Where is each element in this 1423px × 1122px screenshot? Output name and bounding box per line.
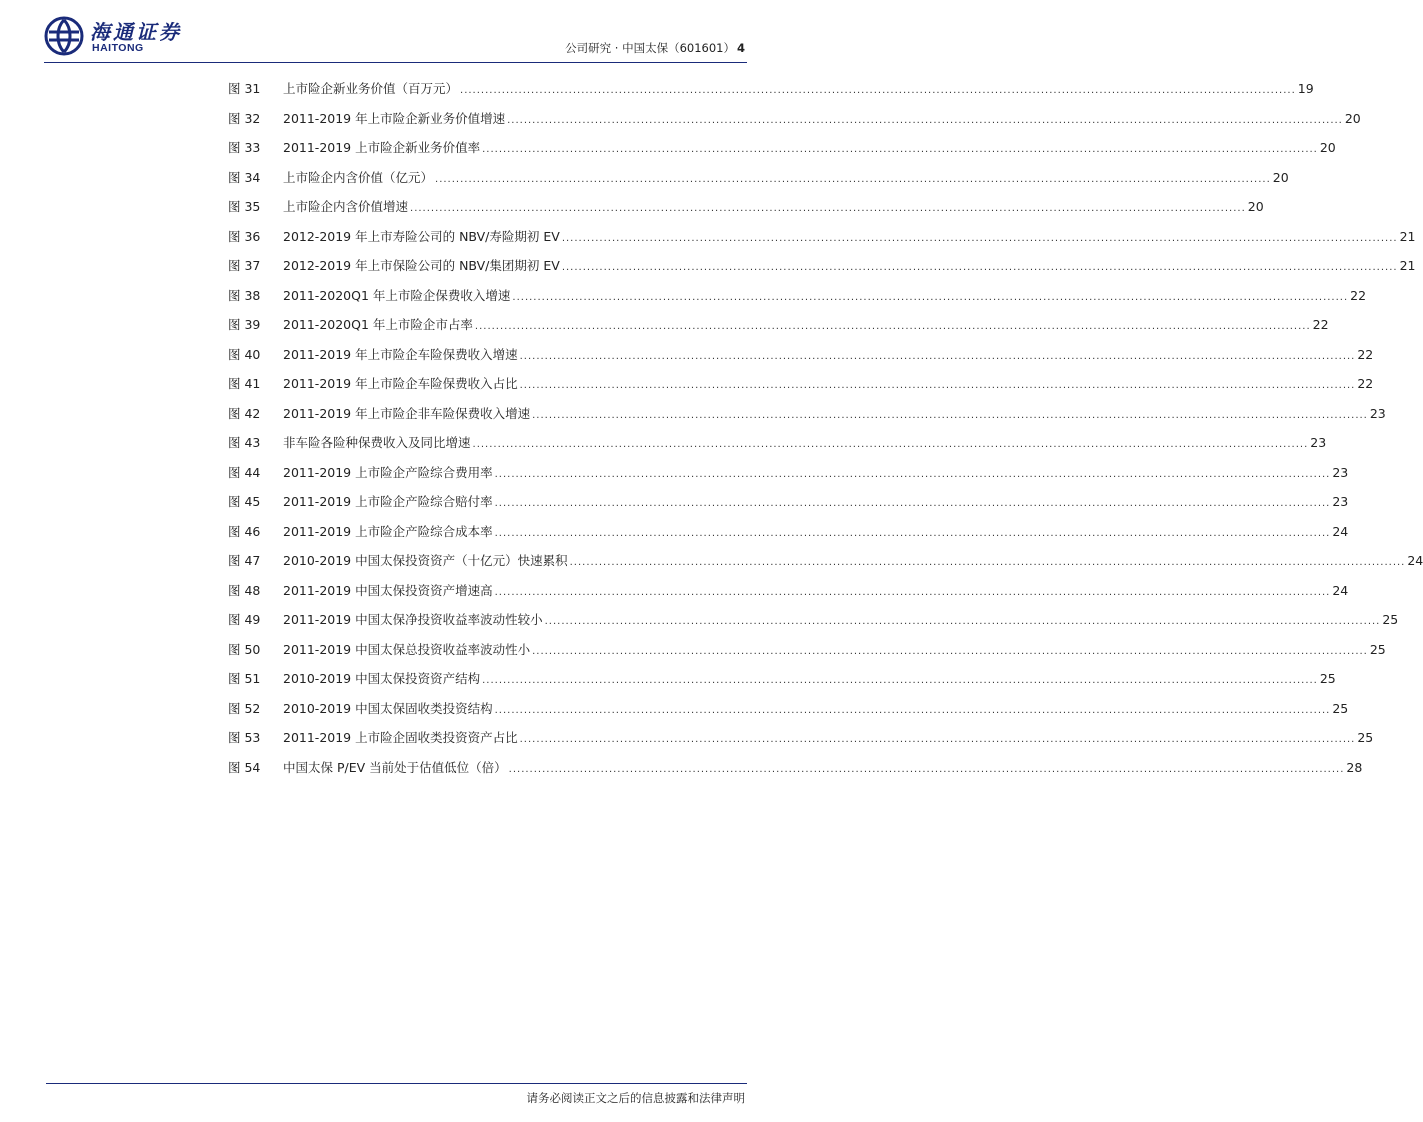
toc-figure-number: 图 44 — [228, 464, 261, 480]
toc-figure-title: 2011-2019 年上市险企非车险保费收入增速 — [283, 405, 531, 421]
toc-entry[interactable] — [228, 109, 1361, 139]
toc-entry[interactable] — [228, 197, 1264, 227]
toc-entry[interactable] — [228, 227, 1416, 257]
toc-entry[interactable] — [228, 315, 1329, 345]
toc-page-number: 20 — [1319, 140, 1336, 155]
toc-figure-title: 上市险企内含价值（亿元） — [283, 169, 434, 185]
toc-figure-title: 上市险企内含价值增速 — [283, 199, 409, 214]
toc-figure-title: 2011-2019 年上市险企车险保费收入占比 — [283, 376, 518, 391]
toc-leader-dots: ........................................................................................................................................................................................................ — [482, 675, 1318, 686]
toc-leader-dots: ........................................................................................................................................................................................................ — [410, 203, 1246, 214]
toc-figure-number: 图 47 — [228, 553, 261, 568]
toc-figure-title: 2010-2019 中国太保投资资产结构 — [283, 671, 481, 686]
toc-entry[interactable] — [228, 463, 1349, 493]
toc-entry[interactable] — [228, 581, 1349, 611]
toc-page-number: 19 — [1297, 81, 1314, 96]
toc-figure-title: 2011-2020Q1 年上市险企市占率 — [283, 317, 473, 332]
toc-leader-dots: ........................................................................................................................................................................................................ — [460, 85, 1296, 96]
toc-page-number: 21 — [1399, 258, 1416, 273]
toc-page-number: 20 — [1344, 110, 1361, 126]
toc-page-number: 20 — [1272, 169, 1289, 185]
toc-entry[interactable] — [228, 433, 1327, 463]
logo-chinese-name: 海通证券 — [90, 20, 182, 44]
toc-entry[interactable] — [228, 138, 1336, 168]
toc-figure-title: 2011-2020Q1 年上市险企保费收入增速 — [283, 287, 511, 303]
toc-figure-number: 图 52 — [228, 700, 261, 716]
toc-figure-number: 图 35 — [228, 199, 261, 214]
toc-leader-dots: ........................................................................................................................................................................................................ — [519, 380, 1356, 391]
toc-leader-dots: ........................................................................................................................................................................................................ — [494, 704, 1331, 716]
toc-figure-title: 2010-2019 中国太保固收类投资结构 — [283, 700, 493, 716]
toc-figure-number: 图 32 — [228, 110, 261, 126]
toc-figure-number: 图 37 — [228, 258, 261, 273]
toc-figure-title: 中国太保 P/EV 当前处于估值低位（倍） — [283, 759, 507, 775]
toc-figure-number: 图 39 — [228, 317, 261, 332]
toc-leader-dots: ........................................................................................................................................................................................................ — [508, 763, 1345, 775]
toc-entry[interactable] — [228, 256, 1416, 286]
toc-entry[interactable] — [228, 640, 1386, 670]
toc-leader-dots: ........................................................................................................................................................................................................ — [532, 409, 1368, 421]
toc-page-number: 22 — [1357, 376, 1374, 391]
toc-page-number: 25 — [1319, 671, 1336, 686]
toc-entry[interactable] — [228, 79, 1314, 109]
toc-entry[interactable] — [228, 286, 1367, 316]
logo-english-name: HAITONG — [92, 42, 144, 54]
toc-entry[interactable] — [228, 404, 1386, 434]
report-header — [565, 40, 745, 56]
toc-leader-dots: ........................................................................................................................................................................................................ — [507, 114, 1343, 126]
toc-entry[interactable] — [228, 374, 1374, 404]
company-logo — [44, 14, 204, 60]
toc-figure-number: 图 45 — [228, 494, 261, 509]
toc-leader-dots: ........................................................................................................................................................................................................ — [532, 645, 1368, 657]
report-title: 公司研究 · 中国太保（601601） — [565, 41, 735, 55]
toc-page-number: 25 — [1382, 612, 1399, 627]
toc-figure-number: 图 31 — [228, 81, 261, 96]
toc-leader-dots: ........................................................................................................................................................................................................ — [435, 173, 1271, 185]
toc-entry[interactable] — [228, 728, 1374, 758]
toc-entry[interactable] — [228, 699, 1349, 729]
toc-figure-title: 2011-2019 中国太保总投资收益率波动性小 — [283, 641, 531, 657]
toc-figure-number: 图 54 — [228, 759, 261, 775]
toc-page-number: 25 — [1332, 700, 1349, 716]
toc-entry[interactable] — [228, 522, 1349, 552]
toc-entry[interactable] — [228, 168, 1289, 198]
toc-entry[interactable] — [228, 669, 1336, 699]
toc-entry[interactable] — [228, 492, 1349, 522]
toc-entry[interactable] — [228, 345, 1374, 375]
toc-figure-title: 2011-2019 中国太保投资资产增速高 — [283, 582, 493, 598]
toc-entry[interactable] — [228, 758, 1363, 788]
toc-leader-dots: ........................................................................................................................................................................................................ — [561, 232, 1398, 244]
toc-leader-dots: ........................................................................................................................................................................................................ — [474, 321, 1311, 332]
toc-page-number: 22 — [1357, 346, 1374, 362]
toc-figure-number: 图 38 — [228, 287, 261, 303]
toc-figure-title: 2011-2019 上市险企新业务价值率 — [283, 140, 481, 155]
toc-figure-title: 2011-2019 上市险企产险综合成本率 — [283, 523, 493, 539]
toc-leader-dots: ........................................................................................................................................................................................................ — [561, 262, 1398, 273]
header-divider — [44, 62, 747, 63]
toc-figure-number: 图 53 — [228, 730, 261, 745]
toc-figure-title: 2011-2019 年上市险企新业务价值增速 — [283, 110, 506, 126]
toc-figure-number: 图 46 — [228, 523, 261, 539]
toc-leader-dots: ........................................................................................................................................................................................................ — [569, 557, 1406, 568]
toc-page-number: 22 — [1312, 317, 1329, 332]
toc-leader-dots: ........................................................................................................................................................................................................ — [482, 144, 1318, 155]
toc-figure-number: 图 43 — [228, 435, 261, 450]
toc-leader-dots: ........................................................................................................................................................................................................ — [544, 616, 1381, 627]
toc-leader-dots: ........................................................................................................................................................................................................ — [494, 586, 1331, 598]
toc-page-number: 24 — [1332, 582, 1349, 598]
toc-figure-title: 非车险各险种保费收入及同比增速 — [283, 435, 471, 450]
toc-figure-title: 2010-2019 中国太保投资资产（十亿元）快速累积 — [283, 553, 568, 568]
toc-page-number: 22 — [1350, 287, 1367, 303]
toc-figure-title: 2011-2019 中国太保净投资收益率波动性较小 — [283, 612, 543, 627]
haitong-logo-icon — [44, 16, 84, 56]
toc-leader-dots: ........................................................................................................................................................................................................ — [494, 468, 1331, 480]
toc-entry[interactable] — [228, 551, 1423, 581]
toc-leader-dots: ........................................................................................................................................................................................................ — [494, 498, 1331, 509]
toc-figure-number: 图 51 — [228, 671, 261, 686]
toc-figure-number: 图 41 — [228, 376, 261, 391]
toc-figure-title: 2012-2019 年上市寿险公司的 NBV/寿险期初 EV — [283, 228, 560, 244]
toc-leader-dots: ........................................................................................................................................................................................................ — [519, 734, 1356, 745]
toc-figure-number: 图 42 — [228, 405, 261, 421]
toc-figure-number: 图 50 — [228, 641, 261, 657]
toc-page-number: 25 — [1357, 730, 1374, 745]
toc-page-number: 25 — [1369, 641, 1386, 657]
toc-figure-number: 图 40 — [228, 346, 261, 362]
footer-disclaimer: 请务必阅读正文之后的信息披露和法律声明 — [526, 1091, 745, 1105]
toc-leader-dots: ........................................................................................................................................................................................................ — [494, 527, 1331, 539]
footer-divider — [46, 1083, 747, 1084]
toc-figure-number: 图 48 — [228, 582, 261, 598]
figure-index — [228, 79, 1423, 787]
toc-figure-number: 图 36 — [228, 228, 261, 244]
page-number: 4 — [736, 41, 745, 55]
toc-page-number: 23 — [1332, 464, 1349, 480]
toc-page-number: 24 — [1332, 523, 1349, 539]
toc-figure-title: 2011-2019 上市险企固收类投资资产占比 — [283, 730, 518, 745]
toc-leader-dots: ........................................................................................................................................................................................................ — [472, 439, 1309, 450]
toc-leader-dots: ........................................................................................................................................................................................................ — [512, 291, 1349, 303]
toc-figure-number: 图 34 — [228, 169, 261, 185]
toc-page-number: 23 — [1369, 405, 1386, 421]
toc-figure-title: 2012-2019 年上市保险公司的 NBV/集团期初 EV — [283, 258, 560, 273]
toc-page-number: 23 — [1310, 435, 1327, 450]
toc-leader-dots: ........................................................................................................................................................................................................ — [519, 350, 1356, 362]
toc-figure-number: 图 49 — [228, 612, 261, 627]
toc-page-number: 23 — [1332, 494, 1349, 509]
toc-page-number: 21 — [1399, 228, 1416, 244]
toc-figure-title: 上市险企新业务价值（百万元） — [283, 81, 459, 96]
toc-page-number: 20 — [1247, 199, 1264, 214]
toc-figure-title: 2011-2019 上市险企产险综合费用率 — [283, 464, 493, 480]
toc-figure-number: 图 33 — [228, 140, 261, 155]
toc-entry[interactable] — [228, 610, 1399, 640]
toc-page-number: 24 — [1407, 553, 1423, 568]
toc-page-number: 28 — [1346, 759, 1363, 775]
toc-figure-title: 2011-2019 年上市险企车险保费收入增速 — [283, 346, 518, 362]
toc-figure-title: 2011-2019 上市险企产险综合赔付率 — [283, 494, 493, 509]
